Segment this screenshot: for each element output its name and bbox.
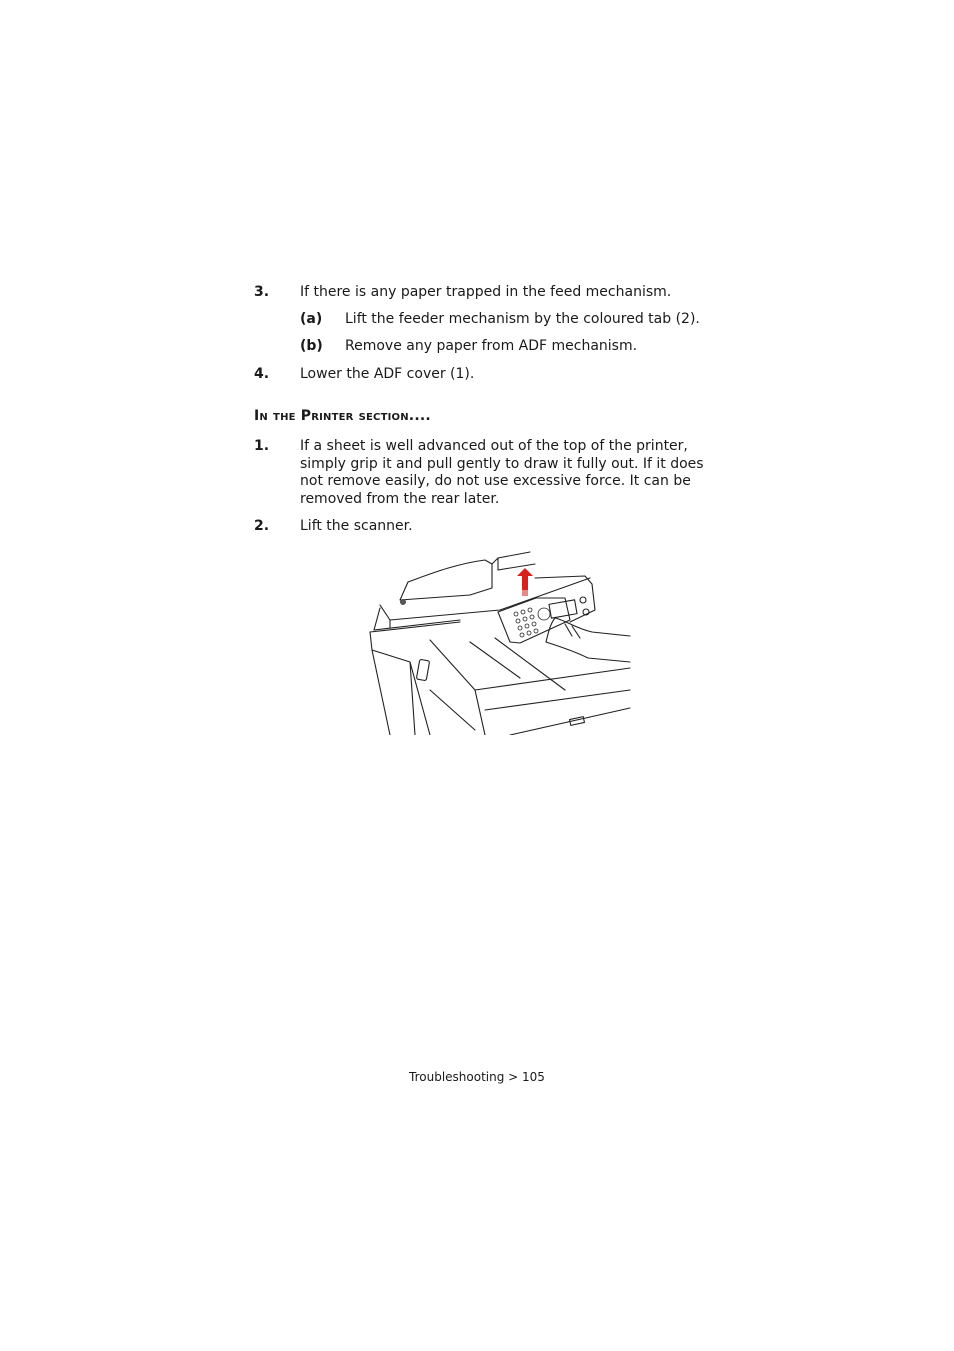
printer-illustration xyxy=(360,550,640,735)
step-text: If a sheet is well advanced out of the top of the printer, simply grip it and pull gently to draw it fully out. If it does not remove easily, do not use excessive force. It can be removed from the rear later. xyxy=(300,438,704,507)
substep-number: (a) xyxy=(300,311,323,327)
step-text: Lift the scanner. xyxy=(300,518,413,534)
step-text: Lower the ADF cover (1). xyxy=(300,366,475,382)
step-number: 2. xyxy=(254,518,270,534)
step-number: 4. xyxy=(254,366,270,382)
page-footer: Troubleshooting > 105 xyxy=(409,1070,545,1084)
step-number: 3. xyxy=(254,284,270,300)
step-number: 1. xyxy=(254,438,270,454)
substep-text: Lift the feeder mechanism by the coloured tab (2). xyxy=(345,311,700,327)
substep-text: Remove any paper from ADF mechanism. xyxy=(345,338,638,354)
substep-number: (b) xyxy=(300,338,323,354)
section-heading: In the Printer section.... xyxy=(254,408,431,424)
step-text: If there is any paper trapped in the feed mechanism. xyxy=(300,284,672,300)
